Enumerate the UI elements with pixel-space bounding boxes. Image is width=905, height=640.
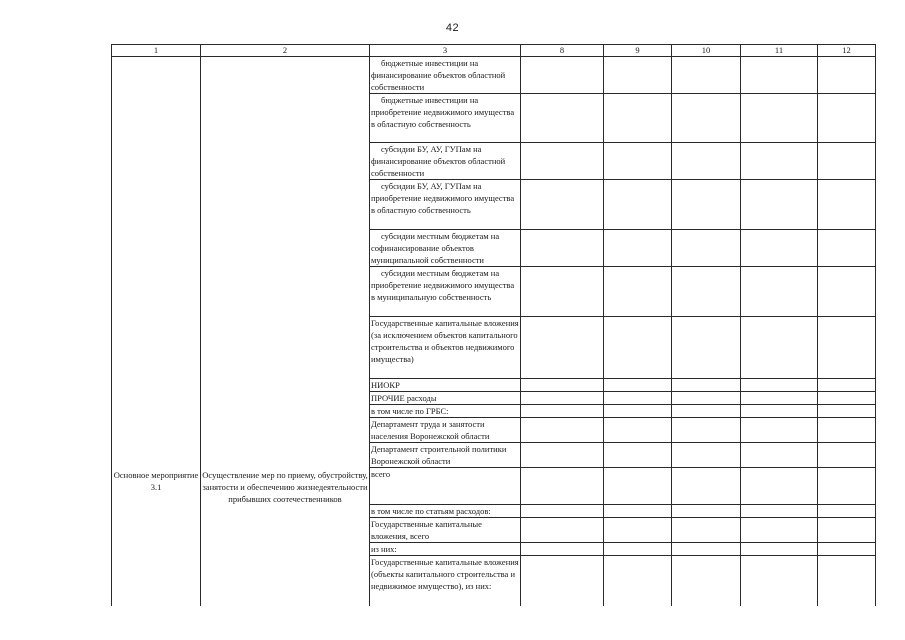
- value-cell-col-10: [672, 392, 741, 405]
- event-name-cell: [201, 379, 370, 392]
- event-code-cell: [112, 405, 201, 418]
- value-cell-col-12: [818, 143, 876, 180]
- value-cell-col-8: [521, 317, 604, 379]
- event-name-cell: [201, 392, 370, 405]
- column-header-11: 11: [741, 45, 818, 57]
- value-cell-col-12: [818, 57, 876, 94]
- value-cell-col-8: [521, 392, 604, 405]
- value-cell-col-12: [818, 392, 876, 405]
- event-name-cell: Осуществление мер по приему, обустройству, занятости и обеспечению жизнедеятельности прибывших соотечественников: [202, 469, 368, 504]
- event-code-cell: [112, 556, 201, 606]
- value-cell-col-10: [672, 505, 741, 518]
- value-cell-col-9: [604, 468, 672, 505]
- event-code-cell: [112, 143, 201, 180]
- value-cell-col-11: [741, 57, 818, 94]
- value-cell-col-11: [741, 379, 818, 392]
- value-cell-col-10: [672, 230, 741, 267]
- value-cell-col-10: [672, 94, 741, 143]
- table-row: [112, 94, 876, 143]
- value-cell-col-8: [521, 57, 604, 94]
- value-cell-col-8: [521, 443, 604, 468]
- table-row: [112, 57, 876, 94]
- value-cell-col-8: [521, 505, 604, 518]
- event-code-cell: Основное мероприятие 3.1: [112, 468, 201, 505]
- value-cell-col-8: [521, 379, 604, 392]
- value-cell-col-12: [818, 230, 876, 267]
- left-border-continuation: [111, 580, 112, 592]
- expense-category-cell: субсидии местным бюджетам на софинансирование объектов муниципальной собственности: [370, 230, 521, 267]
- value-cell-col-9: [604, 443, 672, 468]
- value-cell-col-10: [672, 57, 741, 94]
- budget-table: [111, 44, 876, 606]
- expense-category-cell: бюджетные инвестиции на приобретение недвижимого имущества в областную собственность: [370, 94, 521, 143]
- value-cell-col-9: [604, 143, 672, 180]
- value-cell-col-12: [818, 180, 876, 230]
- value-cell-col-12: [818, 556, 876, 606]
- value-cell-col-12: [818, 94, 876, 143]
- value-cell-col-9: [604, 518, 672, 543]
- value-cell-col-10: [672, 443, 741, 468]
- event-name-cell: [201, 556, 370, 606]
- value-cell-col-9: [604, 505, 672, 518]
- event-name-cell: [201, 418, 370, 443]
- expense-category-cell: субсидии БУ, АУ, ГУПам на приобретение недвижимого имущества в областную собственность: [370, 180, 521, 230]
- value-cell-col-8: [521, 405, 604, 418]
- value-cell-col-8: [521, 230, 604, 267]
- value-cell-col-10: [672, 379, 741, 392]
- value-cell-col-12: [818, 468, 876, 505]
- table-row: [112, 317, 876, 379]
- table-row: [112, 379, 876, 392]
- event-code-cell: [112, 418, 201, 443]
- event-name-cell: [201, 317, 370, 379]
- value-cell-col-8: [521, 267, 604, 317]
- value-cell-col-12: [818, 443, 876, 468]
- value-cell-col-11: [741, 468, 818, 505]
- expense-category-cell: субсидии БУ, АУ, ГУПам на финансирование объектов областной собственности: [370, 143, 521, 180]
- table-row: [112, 468, 876, 505]
- event-code-cell: [112, 267, 201, 317]
- event-name-cell: [201, 405, 370, 418]
- value-cell-col-11: [741, 543, 818, 556]
- value-cell-col-9: [604, 543, 672, 556]
- event-name-cell: [201, 505, 370, 518]
- value-cell-col-9: [604, 317, 672, 379]
- column-header-2: 2: [201, 45, 370, 57]
- value-cell-col-10: [672, 468, 741, 505]
- value-cell-col-9: [604, 392, 672, 405]
- value-cell-col-10: [672, 543, 741, 556]
- table-row: [112, 543, 876, 556]
- value-cell-col-12: [818, 418, 876, 443]
- value-cell-col-9: [604, 418, 672, 443]
- value-cell-col-10: [672, 180, 741, 230]
- expense-category-cell: субсидии местным бюджетам на приобретение недвижимого имущества в муниципальную собственность: [370, 267, 521, 317]
- event-name-cell: [201, 143, 370, 180]
- event-code-cell: [112, 379, 201, 392]
- event-code-cell: [112, 505, 201, 518]
- value-cell-col-8: [521, 518, 604, 543]
- event-name-cell: [201, 57, 370, 94]
- table-row: [112, 556, 876, 606]
- expense-category-cell: Государственные капитальные вложения (за исключением объектов капитального строительства и объектов недвижимого имущества): [370, 317, 521, 379]
- value-cell-col-12: [818, 379, 876, 392]
- expense-category-cell: всего: [370, 468, 521, 505]
- value-cell-col-10: [672, 405, 741, 418]
- value-cell-col-10: [672, 518, 741, 543]
- event-code-cell: [112, 180, 201, 230]
- value-cell-col-11: [741, 443, 818, 468]
- value-cell-col-11: [741, 518, 818, 543]
- expense-category-cell: Департамент строительной политики Воронежской области: [370, 443, 521, 468]
- expense-category-cell: в том числе по статьям расходов:: [370, 505, 521, 518]
- column-header-1: 1: [112, 45, 201, 57]
- header-row: [112, 45, 876, 57]
- event-code-cell: [112, 57, 201, 94]
- value-cell-col-11: [741, 317, 818, 379]
- event-name-cell: [201, 543, 370, 556]
- table-body: [112, 57, 876, 606]
- event-name-cell: [201, 443, 370, 468]
- value-cell-col-9: [604, 180, 672, 230]
- value-cell-col-9: [604, 405, 672, 418]
- table-row: [112, 267, 876, 317]
- value-cell-col-12: [818, 317, 876, 379]
- event-code-cell: [112, 94, 201, 143]
- table-row: [112, 443, 876, 468]
- table-row: [112, 392, 876, 405]
- value-cell-col-9: [604, 379, 672, 392]
- value-cell-col-11: [741, 392, 818, 405]
- event-name-cell: [201, 267, 370, 317]
- value-cell-col-9: [604, 57, 672, 94]
- column-header-10: 10: [672, 45, 741, 57]
- value-cell-col-11: [741, 418, 818, 443]
- column-header-8: 8: [521, 45, 604, 57]
- expense-category-cell: Государственные капитальные вложения (объекты капитального строительства и недвижимое имущество), из них:: [370, 556, 521, 606]
- table-row: [112, 518, 876, 543]
- value-cell-col-10: [672, 143, 741, 180]
- value-cell-col-12: [818, 543, 876, 556]
- event-code-cell: [112, 230, 201, 267]
- page-number: 42: [445, 22, 460, 34]
- value-cell-col-11: [741, 267, 818, 317]
- value-cell-col-11: [741, 143, 818, 180]
- value-cell-col-11: [741, 405, 818, 418]
- value-cell-col-12: [818, 267, 876, 317]
- expense-category-cell: бюджетные инвестиции на финансирование объектов областной собственности: [370, 57, 521, 94]
- value-cell-col-10: [672, 556, 741, 606]
- value-cell-col-8: [521, 143, 604, 180]
- column-header-3: 3: [370, 45, 521, 57]
- value-cell-col-9: [604, 94, 672, 143]
- value-cell-col-9: [604, 267, 672, 317]
- value-cell-col-11: [741, 556, 818, 606]
- event-code-cell: [112, 518, 201, 543]
- value-cell-col-12: [818, 405, 876, 418]
- value-cell-col-11: [741, 505, 818, 518]
- table-row: [112, 418, 876, 443]
- expense-category-cell: из них:: [370, 543, 521, 556]
- table-row: [112, 230, 876, 267]
- value-cell-col-9: [604, 230, 672, 267]
- value-cell-col-11: [741, 230, 818, 267]
- event-code-cell: [112, 392, 201, 405]
- table-row: [112, 505, 876, 518]
- event-code-cell: [112, 317, 201, 379]
- column-header-9: 9: [604, 45, 672, 57]
- value-cell-col-8: [521, 418, 604, 443]
- value-cell-col-10: [672, 418, 741, 443]
- expense-category-cell: НИОКР: [370, 379, 521, 392]
- value-cell-col-8: [521, 543, 604, 556]
- value-cell-col-12: [818, 518, 876, 543]
- event-code-cell: [112, 443, 201, 468]
- expense-category-cell: Государственные капитальные вложения, всего: [370, 518, 521, 543]
- value-cell-col-8: [521, 94, 604, 143]
- value-cell-col-10: [672, 317, 741, 379]
- expense-category-cell: Департамент труда и занятости населения Воронежской области: [370, 418, 521, 443]
- value-cell-col-8: [521, 180, 604, 230]
- value-cell-col-8: [521, 468, 604, 505]
- table-row: [112, 143, 876, 180]
- event-code-cell: [112, 543, 201, 556]
- expense-category-cell: ПРОЧИЕ расходы: [370, 392, 521, 405]
- value-cell-col-10: [672, 267, 741, 317]
- event-name-cell: [201, 230, 370, 267]
- table-row: [112, 405, 876, 418]
- event-name-cell: [201, 180, 370, 230]
- value-cell-col-12: [818, 505, 876, 518]
- value-cell-col-8: [521, 556, 604, 606]
- column-header-12: 12: [818, 45, 876, 57]
- event-name-cell: [201, 518, 370, 543]
- value-cell-col-11: [741, 94, 818, 143]
- event-name-cell: [201, 94, 370, 143]
- expense-category-cell: в том числе по ГРБС:: [370, 405, 521, 418]
- table-row: [112, 180, 876, 230]
- value-cell-col-11: [741, 180, 818, 230]
- value-cell-col-9: [604, 556, 672, 606]
